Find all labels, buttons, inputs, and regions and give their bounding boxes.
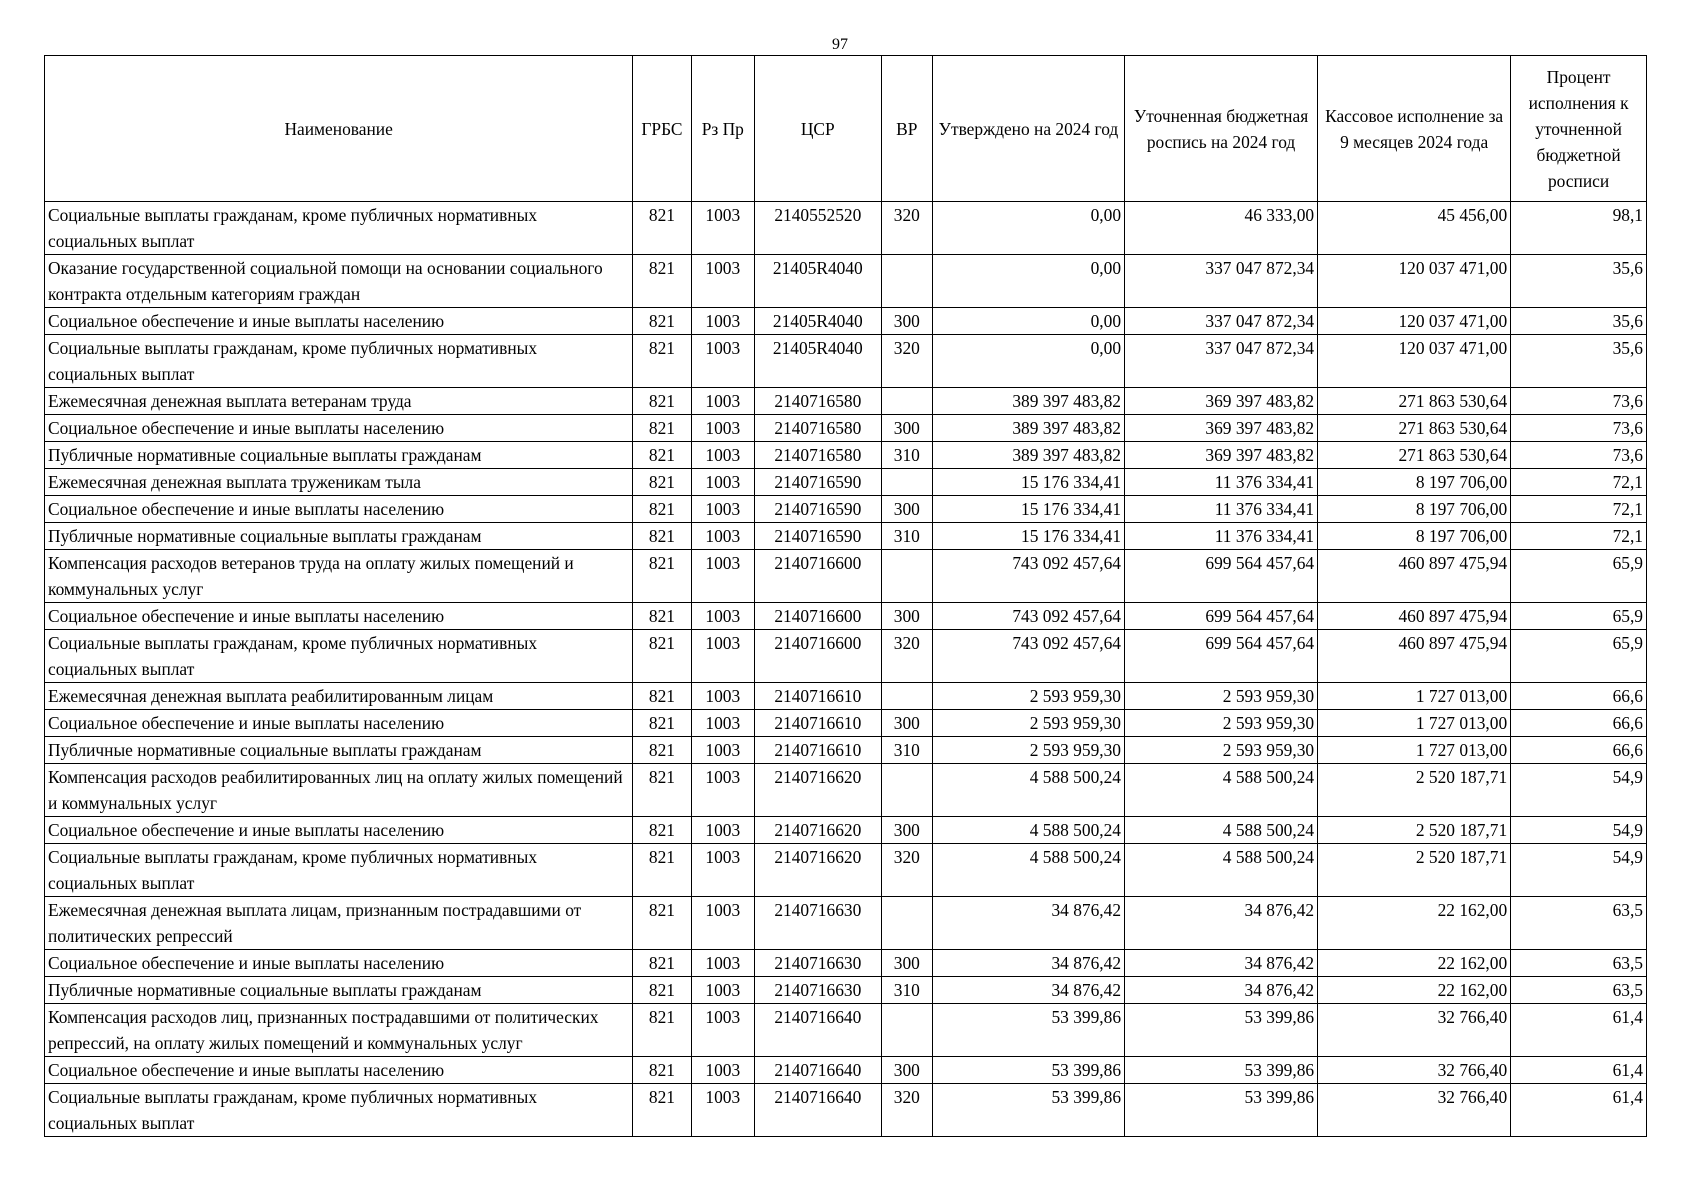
table-row <box>45 1057 1647 1084</box>
cell-cash: 1 727 013,00 <box>1318 710 1511 737</box>
cell-vr: 300 <box>881 710 932 737</box>
cell-cash: 32 766,40 <box>1318 1057 1511 1084</box>
cell-grbs: 821 <box>633 844 691 897</box>
cell-name: Ежемесячная денежная выплата ветеранам труда <box>45 388 633 415</box>
table-row <box>45 550 1647 603</box>
cell-csr: 21405R4040 <box>754 255 881 308</box>
cell-refined: 337 047 872,34 <box>1125 255 1318 308</box>
cell-refined: 11 376 334,41 <box>1125 523 1318 550</box>
table-row <box>45 1004 1647 1057</box>
cell-rzpr: 1003 <box>691 844 754 897</box>
cell-approved: 0,00 <box>932 255 1124 308</box>
cell-name: Публичные нормативные социальные выплаты гражданам <box>45 737 633 764</box>
cell-refined: 53 399,86 <box>1125 1057 1318 1084</box>
cell-rzpr: 1003 <box>691 550 754 603</box>
header-refined: Уточненная бюджетная роспись на 2024 год <box>1125 56 1318 202</box>
cell-rzpr: 1003 <box>691 897 754 950</box>
cell-csr: 2140716640 <box>754 1004 881 1057</box>
cell-name: Компенсация расходов ветеранов труда на оплату жилых помещений и коммунальных услуг <box>45 550 633 603</box>
cell-approved: 389 397 483,82 <box>932 388 1124 415</box>
cell-grbs: 821 <box>633 1084 691 1137</box>
cell-approved: 4 588 500,24 <box>932 764 1124 817</box>
cell-vr: 320 <box>881 335 932 388</box>
cell-grbs: 821 <box>633 442 691 469</box>
cell-approved: 389 397 483,82 <box>932 415 1124 442</box>
cell-approved: 2 593 959,30 <box>932 737 1124 764</box>
table-row <box>45 469 1647 496</box>
cell-cash: 1 727 013,00 <box>1318 737 1511 764</box>
table-row <box>45 683 1647 710</box>
cell-name: Социальные выплаты гражданам, кроме публичных нормативных социальных выплат <box>45 1084 633 1137</box>
cell-name: Ежемесячная денежная выплата труженикам тыла <box>45 469 633 496</box>
header-grbs: ГРБС <box>633 56 691 202</box>
cell-percent: 98,1 <box>1511 202 1647 255</box>
cell-rzpr: 1003 <box>691 388 754 415</box>
cell-grbs: 821 <box>633 683 691 710</box>
cell-csr: 2140716620 <box>754 844 881 897</box>
table-header-row <box>45 56 1647 202</box>
cell-vr <box>881 897 932 950</box>
cell-percent: 66,6 <box>1511 683 1647 710</box>
cell-percent: 35,6 <box>1511 335 1647 388</box>
cell-name: Социальные выплаты гражданам, кроме публичных нормативных социальных выплат <box>45 202 633 255</box>
cell-percent: 66,6 <box>1511 737 1647 764</box>
cell-refined: 2 593 959,30 <box>1125 683 1318 710</box>
cell-csr: 2140716640 <box>754 1084 881 1137</box>
cell-vr: 300 <box>881 496 932 523</box>
table-row <box>45 844 1647 897</box>
cell-csr: 2140716580 <box>754 388 881 415</box>
table-row <box>45 630 1647 683</box>
cell-cash: 460 897 475,94 <box>1318 630 1511 683</box>
cell-vr: 310 <box>881 737 932 764</box>
cell-grbs: 821 <box>633 737 691 764</box>
cell-vr <box>881 388 932 415</box>
cell-refined: 53 399,86 <box>1125 1084 1318 1137</box>
cell-vr: 300 <box>881 415 932 442</box>
cell-cash: 8 197 706,00 <box>1318 469 1511 496</box>
table-row <box>45 388 1647 415</box>
cell-grbs: 821 <box>633 897 691 950</box>
cell-cash: 45 456,00 <box>1318 202 1511 255</box>
cell-refined: 11 376 334,41 <box>1125 496 1318 523</box>
cell-cash: 460 897 475,94 <box>1318 603 1511 630</box>
cell-approved: 743 092 457,64 <box>932 630 1124 683</box>
cell-rzpr: 1003 <box>691 737 754 764</box>
cell-approved: 34 876,42 <box>932 977 1124 1004</box>
cell-cash: 120 037 471,00 <box>1318 255 1511 308</box>
cell-approved: 0,00 <box>932 308 1124 335</box>
cell-grbs: 821 <box>633 817 691 844</box>
cell-csr: 2140716610 <box>754 683 881 710</box>
table-row <box>45 603 1647 630</box>
cell-approved: 53 399,86 <box>932 1084 1124 1137</box>
cell-csr: 2140716610 <box>754 737 881 764</box>
table-row <box>45 737 1647 764</box>
cell-refined: 46 333,00 <box>1125 202 1318 255</box>
cell-rzpr: 1003 <box>691 683 754 710</box>
cell-vr <box>881 469 932 496</box>
cell-grbs: 821 <box>633 1004 691 1057</box>
cell-csr: 2140716600 <box>754 550 881 603</box>
header-name: Наименование <box>45 56 633 202</box>
cell-refined: 4 588 500,24 <box>1125 844 1318 897</box>
cell-refined: 4 588 500,24 <box>1125 817 1318 844</box>
cell-vr: 310 <box>881 977 932 1004</box>
cell-approved: 0,00 <box>932 335 1124 388</box>
cell-vr: 300 <box>881 1057 932 1084</box>
cell-percent: 35,6 <box>1511 308 1647 335</box>
cell-csr: 2140716600 <box>754 630 881 683</box>
cell-csr: 2140716630 <box>754 897 881 950</box>
cell-grbs: 821 <box>633 764 691 817</box>
cell-cash: 8 197 706,00 <box>1318 496 1511 523</box>
cell-cash: 32 766,40 <box>1318 1004 1511 1057</box>
cell-vr: 320 <box>881 844 932 897</box>
cell-name: Социальное обеспечение и иные выплаты населению <box>45 415 633 442</box>
table-row <box>45 977 1647 1004</box>
cell-csr: 2140716590 <box>754 496 881 523</box>
cell-grbs: 821 <box>633 550 691 603</box>
cell-approved: 34 876,42 <box>932 950 1124 977</box>
cell-name: Социальное обеспечение и иные выплаты населению <box>45 1057 633 1084</box>
cell-grbs: 821 <box>633 202 691 255</box>
cell-grbs: 821 <box>633 308 691 335</box>
cell-cash: 271 863 530,64 <box>1318 388 1511 415</box>
cell-csr: 2140716580 <box>754 415 881 442</box>
cell-percent: 73,6 <box>1511 388 1647 415</box>
cell-name: Социальные выплаты гражданам, кроме публичных нормативных социальных выплат <box>45 335 633 388</box>
cell-csr: 2140552520 <box>754 202 881 255</box>
cell-vr <box>881 255 932 308</box>
table-row <box>45 817 1647 844</box>
table-row <box>45 202 1647 255</box>
cell-name: Социальные выплаты гражданам, кроме публичных нормативных социальных выплат <box>45 844 633 897</box>
cell-percent: 65,9 <box>1511 630 1647 683</box>
cell-percent: 61,4 <box>1511 1057 1647 1084</box>
cell-cash: 2 520 187,71 <box>1318 817 1511 844</box>
cell-csr: 2140716580 <box>754 442 881 469</box>
cell-name: Публичные нормативные социальные выплаты гражданам <box>45 523 633 550</box>
cell-percent: 54,9 <box>1511 844 1647 897</box>
table-row <box>45 442 1647 469</box>
cell-rzpr: 1003 <box>691 496 754 523</box>
table-row <box>45 308 1647 335</box>
header-vr: ВР <box>881 56 932 202</box>
cell-refined: 34 876,42 <box>1125 977 1318 1004</box>
cell-grbs: 821 <box>633 950 691 977</box>
cell-grbs: 821 <box>633 977 691 1004</box>
cell-name: Ежемесячная денежная выплата реабилитированным лицам <box>45 683 633 710</box>
cell-name: Социальное обеспечение и иные выплаты населению <box>45 603 633 630</box>
table-row <box>45 496 1647 523</box>
cell-approved: 4 588 500,24 <box>932 817 1124 844</box>
cell-percent: 54,9 <box>1511 764 1647 817</box>
cell-vr: 300 <box>881 817 932 844</box>
table-row <box>45 415 1647 442</box>
cell-percent: 72,1 <box>1511 523 1647 550</box>
cell-refined: 11 376 334,41 <box>1125 469 1318 496</box>
cell-vr: 300 <box>881 603 932 630</box>
cell-approved: 53 399,86 <box>932 1057 1124 1084</box>
cell-refined: 369 397 483,82 <box>1125 388 1318 415</box>
cell-grbs: 821 <box>633 523 691 550</box>
cell-refined: 699 564 457,64 <box>1125 630 1318 683</box>
cell-cash: 120 037 471,00 <box>1318 308 1511 335</box>
cell-vr: 320 <box>881 630 932 683</box>
cell-vr: 320 <box>881 1084 932 1137</box>
cell-name: Публичные нормативные социальные выплаты гражданам <box>45 977 633 1004</box>
cell-name: Публичные нормативные социальные выплаты гражданам <box>45 442 633 469</box>
cell-rzpr: 1003 <box>691 630 754 683</box>
cell-csr: 2140716620 <box>754 764 881 817</box>
cell-vr <box>881 683 932 710</box>
cell-rzpr: 1003 <box>691 335 754 388</box>
cell-percent: 63,5 <box>1511 950 1647 977</box>
cell-rzpr: 1003 <box>691 603 754 630</box>
table-body <box>45 202 1647 1137</box>
cell-csr: 2140716590 <box>754 469 881 496</box>
cell-approved: 743 092 457,64 <box>932 550 1124 603</box>
cell-refined: 2 593 959,30 <box>1125 710 1318 737</box>
table-row <box>45 523 1647 550</box>
cell-cash: 271 863 530,64 <box>1318 415 1511 442</box>
cell-approved: 15 176 334,41 <box>932 496 1124 523</box>
cell-grbs: 821 <box>633 710 691 737</box>
cell-refined: 53 399,86 <box>1125 1004 1318 1057</box>
cell-csr: 2140716590 <box>754 523 881 550</box>
cell-rzpr: 1003 <box>691 1057 754 1084</box>
cell-name: Социальное обеспечение и иные выплаты населению <box>45 950 633 977</box>
cell-percent: 61,4 <box>1511 1004 1647 1057</box>
cell-approved: 389 397 483,82 <box>932 442 1124 469</box>
table-row <box>45 255 1647 308</box>
cell-cash: 22 162,00 <box>1318 950 1511 977</box>
cell-csr: 21405R4040 <box>754 308 881 335</box>
cell-refined: 699 564 457,64 <box>1125 550 1318 603</box>
header-csr: ЦСР <box>754 56 881 202</box>
cell-rzpr: 1003 <box>691 977 754 1004</box>
cell-refined: 369 397 483,82 <box>1125 442 1318 469</box>
cell-grbs: 821 <box>633 388 691 415</box>
cell-approved: 4 588 500,24 <box>932 844 1124 897</box>
cell-percent: 65,9 <box>1511 603 1647 630</box>
header-cash: Кассовое исполнение за 9 месяцев 2024 года <box>1318 56 1511 202</box>
table-row <box>45 950 1647 977</box>
cell-cash: 120 037 471,00 <box>1318 335 1511 388</box>
cell-cash: 8 197 706,00 <box>1318 523 1511 550</box>
cell-grbs: 821 <box>633 496 691 523</box>
table-row <box>45 764 1647 817</box>
cell-percent: 66,6 <box>1511 710 1647 737</box>
cell-approved: 53 399,86 <box>932 1004 1124 1057</box>
cell-refined: 369 397 483,82 <box>1125 415 1318 442</box>
cell-percent: 54,9 <box>1511 817 1647 844</box>
cell-grbs: 821 <box>633 603 691 630</box>
cell-vr: 320 <box>881 202 932 255</box>
cell-cash: 32 766,40 <box>1318 1084 1511 1137</box>
cell-percent: 73,6 <box>1511 442 1647 469</box>
cell-refined: 337 047 872,34 <box>1125 335 1318 388</box>
page-number: 97 <box>832 36 848 53</box>
cell-percent: 63,5 <box>1511 977 1647 1004</box>
cell-csr: 2140716620 <box>754 817 881 844</box>
cell-percent: 35,6 <box>1511 255 1647 308</box>
cell-csr: 2140716640 <box>754 1057 881 1084</box>
cell-cash: 2 520 187,71 <box>1318 764 1511 817</box>
cell-refined: 34 876,42 <box>1125 897 1318 950</box>
cell-percent: 72,1 <box>1511 469 1647 496</box>
budget-table <box>44 55 1647 1137</box>
cell-refined: 34 876,42 <box>1125 950 1318 977</box>
cell-grbs: 821 <box>633 255 691 308</box>
cell-vr: 300 <box>881 950 932 977</box>
cell-vr: 310 <box>881 442 932 469</box>
cell-cash: 1 727 013,00 <box>1318 683 1511 710</box>
header-percent: Процент исполнения к уточненной бюджетной росписи <box>1511 56 1647 202</box>
cell-cash: 22 162,00 <box>1318 897 1511 950</box>
cell-refined: 2 593 959,30 <box>1125 737 1318 764</box>
cell-rzpr: 1003 <box>691 1084 754 1137</box>
cell-approved: 15 176 334,41 <box>932 523 1124 550</box>
cell-name: Компенсация расходов лиц, признанных пострадавшими от политических репрессий, на оплату жилых помещений и коммунальных услуг <box>45 1004 633 1057</box>
cell-approved: 2 593 959,30 <box>932 683 1124 710</box>
cell-approved: 15 176 334,41 <box>932 469 1124 496</box>
cell-percent: 73,6 <box>1511 415 1647 442</box>
cell-percent: 65,9 <box>1511 550 1647 603</box>
cell-grbs: 821 <box>633 469 691 496</box>
cell-rzpr: 1003 <box>691 1004 754 1057</box>
cell-name: Компенсация расходов реабилитированных лиц на оплату жилых помещений и коммунальных услуг <box>45 764 633 817</box>
cell-rzpr: 1003 <box>691 415 754 442</box>
cell-rzpr: 1003 <box>691 710 754 737</box>
cell-csr: 2140716630 <box>754 950 881 977</box>
cell-name: Социальное обеспечение и иные выплаты населению <box>45 496 633 523</box>
cell-grbs: 821 <box>633 415 691 442</box>
cell-cash: 460 897 475,94 <box>1318 550 1511 603</box>
cell-approved: 743 092 457,64 <box>932 603 1124 630</box>
cell-vr <box>881 764 932 817</box>
cell-refined: 4 588 500,24 <box>1125 764 1318 817</box>
cell-vr <box>881 1004 932 1057</box>
cell-refined: 699 564 457,64 <box>1125 603 1318 630</box>
cell-grbs: 821 <box>633 630 691 683</box>
cell-name: Социальное обеспечение и иные выплаты населению <box>45 308 633 335</box>
table-row <box>45 1084 1647 1137</box>
cell-rzpr: 1003 <box>691 523 754 550</box>
cell-rzpr: 1003 <box>691 202 754 255</box>
cell-approved: 2 593 959,30 <box>932 710 1124 737</box>
table-row <box>45 897 1647 950</box>
cell-rzpr: 1003 <box>691 817 754 844</box>
cell-csr: 21405R4040 <box>754 335 881 388</box>
cell-name: Ежемесячная денежная выплата лицам, признанным пострадавшими от политических репрессий <box>45 897 633 950</box>
cell-vr: 310 <box>881 523 932 550</box>
cell-grbs: 821 <box>633 1057 691 1084</box>
cell-vr: 300 <box>881 308 932 335</box>
cell-rzpr: 1003 <box>691 308 754 335</box>
cell-csr: 2140716630 <box>754 977 881 1004</box>
cell-csr: 2140716600 <box>754 603 881 630</box>
table-row <box>45 335 1647 388</box>
cell-grbs: 821 <box>633 335 691 388</box>
header-rzpr: Рз Пр <box>691 56 754 202</box>
cell-vr <box>881 550 932 603</box>
cell-approved: 0,00 <box>932 202 1124 255</box>
cell-percent: 61,4 <box>1511 1084 1647 1137</box>
cell-rzpr: 1003 <box>691 255 754 308</box>
cell-rzpr: 1003 <box>691 950 754 977</box>
cell-refined: 337 047 872,34 <box>1125 308 1318 335</box>
cell-name: Оказание государственной социальной помощи на основании социального контракта отдельным категориям граждан <box>45 255 633 308</box>
cell-percent: 72,1 <box>1511 496 1647 523</box>
cell-rzpr: 1003 <box>691 469 754 496</box>
cell-name: Социальное обеспечение и иные выплаты населению <box>45 710 633 737</box>
cell-cash: 22 162,00 <box>1318 977 1511 1004</box>
table-row <box>45 710 1647 737</box>
cell-percent: 63,5 <box>1511 897 1647 950</box>
header-approved: Утверждено на 2024 год <box>932 56 1124 202</box>
cell-rzpr: 1003 <box>691 442 754 469</box>
cell-approved: 34 876,42 <box>932 897 1124 950</box>
cell-cash: 271 863 530,64 <box>1318 442 1511 469</box>
cell-csr: 2140716610 <box>754 710 881 737</box>
cell-name: Социальные выплаты гражданам, кроме публичных нормативных социальных выплат <box>45 630 633 683</box>
cell-rzpr: 1003 <box>691 764 754 817</box>
cell-cash: 2 520 187,71 <box>1318 844 1511 897</box>
cell-name: Социальное обеспечение и иные выплаты населению <box>45 817 633 844</box>
